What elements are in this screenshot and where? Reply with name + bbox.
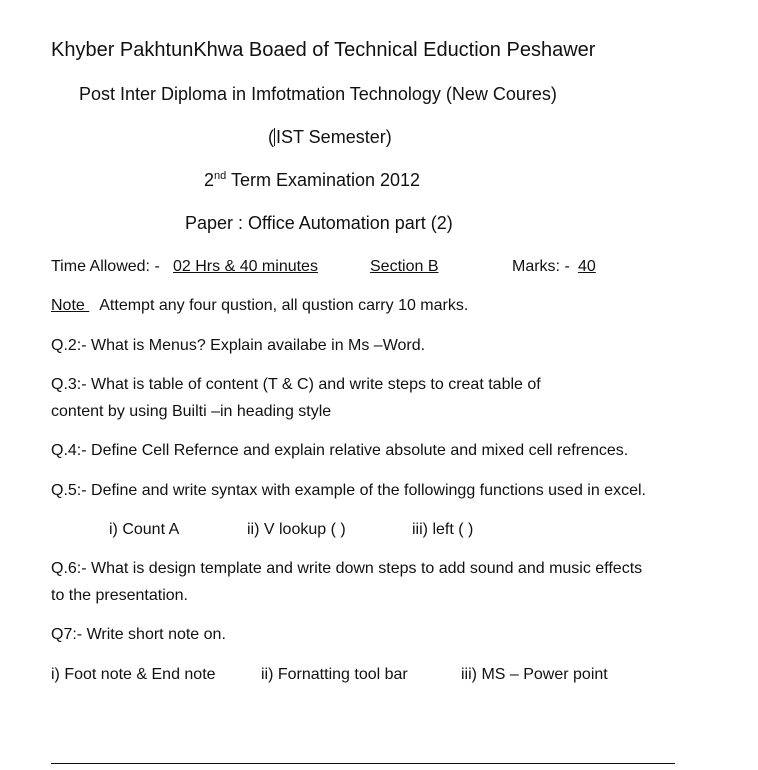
term-heading — [204, 169, 420, 191]
note-line — [51, 296, 468, 316]
marks-value: 40 — [578, 258, 596, 275]
board-title: Khyber PakhtunKhwa Boaed of Technical Eduction Peshawer — [51, 39, 596, 61]
text-cursor — [274, 128, 275, 146]
term-ordinal-suffix: nd — [214, 170, 227, 182]
term-number: 2 — [204, 170, 215, 190]
question-7-item-2: ii) Fornatting tool bar — [261, 666, 408, 683]
marks-label: Marks: - — [512, 258, 570, 275]
time-allowed-value: 02 Hrs & 40 minutes — [173, 258, 318, 275]
note-text: Attempt any four qustion, all qustion carry 10 marks. — [99, 297, 469, 314]
question-3-line-1: Q.3:- What is table of content (T & C) and write steps to creat table of — [51, 376, 541, 393]
bottom-divider — [51, 763, 675, 764]
question-6-line-2: to the presentation. — [51, 587, 188, 604]
question-6-line-1: Q.6:- What is design template and write down steps to add sound and music effects — [51, 560, 643, 577]
note-label: Note — [51, 297, 90, 314]
question-5: Q.5:- Define and write syntax with example of the followingg functions used in excel. — [51, 482, 646, 499]
term-rest: Term Examination 2012 — [226, 170, 421, 190]
paper-title: Paper : Office Automation part (2) — [185, 213, 453, 233]
question-5-item-2: ii) V lookup ( ) — [247, 521, 346, 538]
section-label: Section B — [370, 258, 439, 275]
question-7-item-1: i) Foot note & End note — [51, 666, 216, 683]
question-5-item-3: iii) left ( ) — [412, 521, 474, 538]
question-7-item-3: iii) MS – Power point — [461, 666, 608, 683]
question-7: Q7:- Write short note on. — [51, 626, 226, 643]
question-3-line-2: content by using Builti –in heading style — [51, 403, 332, 420]
semester-text: IST Semester) — [276, 127, 392, 147]
program-title: Post Inter Diploma in Imfotmation Technology (New Coures) — [79, 84, 557, 104]
question-2: Q.2:- What is Menus? Explain availabe in Ms –Word. — [51, 337, 426, 354]
semester-heading — [268, 126, 392, 148]
question-4: Q.4:- Define Cell Refernce and explain relative absolute and mixed cell refrences. — [51, 442, 629, 459]
semester-open-paren: ( — [268, 127, 274, 147]
time-allowed-label: Time Allowed: - — [51, 258, 160, 275]
question-5-item-1: i) Count A — [109, 521, 180, 538]
